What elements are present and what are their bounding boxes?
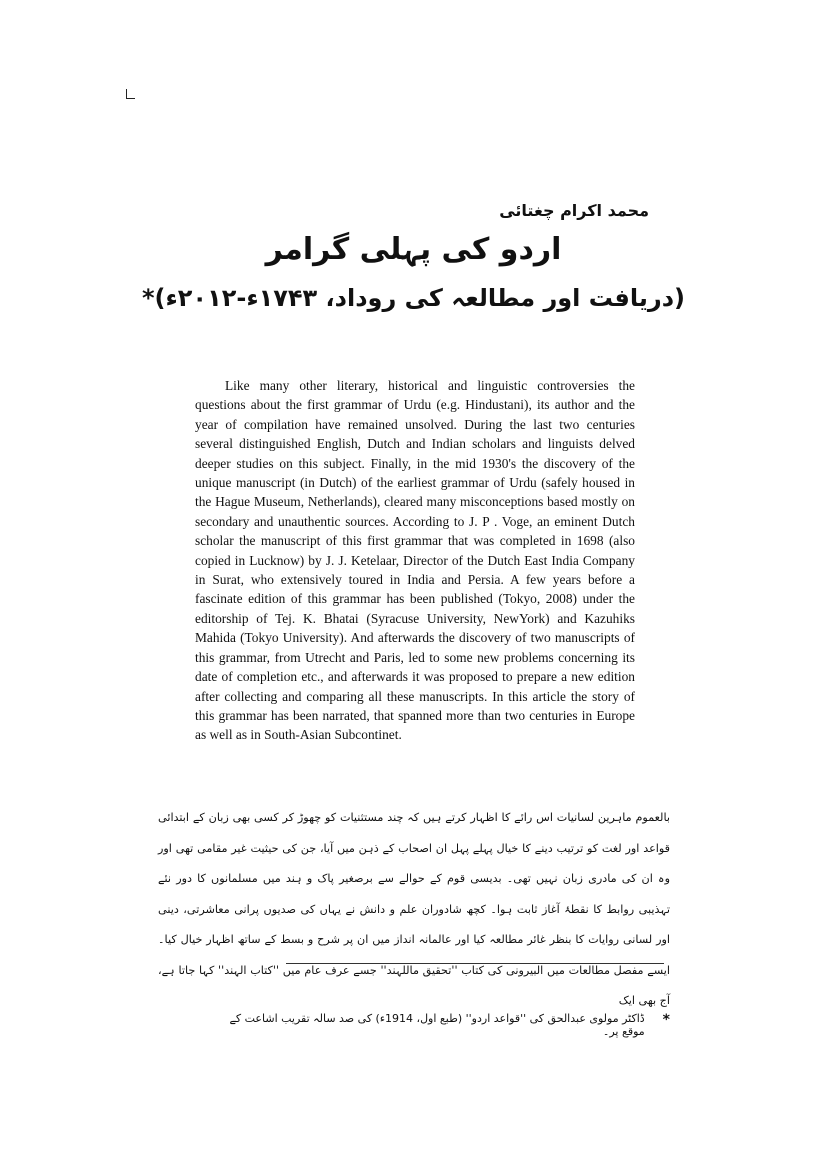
crop-mark <box>126 89 135 99</box>
english-abstract: Like many other literary, historical and linguistic controversies the questions about the first grammar of Urdu (e.g. Hindustani), its author and the year of compilation have remained unsolved. During the last two centuries several distinguished English, Dutch and Indian scholars and linguists delved deeper studies on this subject. Finally, in the mid 1930's the discovery of the unique manuscript (in Dutch) of the earliest grammar of Urdu (safely housed in the Hague Museum, Netherlands), cleared many misconceptions based mostly on secondary and unauthentic sources. According to J. P . Voge, an eminent Dutch scholar the manuscript of this first grammar that was completed in 1698 (also copied in Lucknow) by J. J. Ketelaar, Director of the Dutch East India Company in Surat, who extensively toured in India and Persia. A few years before a fascinate edition of this grammar has been published (Tokyo, 2008) under the editorship of Tej. K. Bhatai (Syracuse University, NewYork) and Kazuhiks Mahida (Tokyo University). And afterwards the discovery of two manuscripts of this grammar, from Utrecht and Paris, led to some new problems concerning its date of completion etc., and afterwards it was proposed to prepare a new edition after collecting and comparing all these manuscripts. In this article the story of this grammar has been narrated, that spanned more than two centuries in Europe as well as in South-Asian Subcontinet. <box>195 378 635 743</box>
footnote-divider <box>286 963 664 964</box>
article-title: اردو کی پہلی گرامر <box>265 232 562 267</box>
footnote-marker: * <box>662 1012 670 1028</box>
footnote <box>220 1012 670 1038</box>
urdu-body-paragraph: بالعموم ماہرین لسانیات اس رائے کا اظہار کرتے ہیں کہ چند مستثنیات کو چھوڑ کر کسی بھی زبان کے ابتدائی قواعد اور لغت کو ترتیب دینے کا خیال پہلے پہل ان اصحاب کے ذہن میں آیا، جن کی حیثیت غیر مقامی تھی اور وہ ان کی مادری زبان نہیں تھی۔ بدیسی قوم کے حوالے سے برصغیر پاک و ہند میں مسلمانوں کا دور نئے تہذیبی روابط کا نقطۂ آغاز ثابت ہوا۔ کچھ شادوران علم و دانش نے یہاں کی صدیوں پرانی معاشرتی، دینی اور لسانی روایات کا بنظر غائر مطالعہ کیا اور عالمانہ انداز میں ان پر شرح و بسط کے ساتھ اظہار خیال کیا۔ ایسے مفصل مطالعات میں البیرونی کی کتاب ''تحقیق ماللہند'' جسے عرف عام میں ''کتاب الہند'' کہا جاتا ہے، آج بھی ایک <box>158 811 670 1007</box>
footnote-text: ڈاکٹر مولوی عبدالحق کی ''قواعد اردو'' (طبع اول، 1914ء) کی صد سالہ تقریب اشاعت کے موقع پر۔ <box>229 1012 645 1038</box>
article-subtitle: (دریافت اور مطالعہ کی روداد، ۱۷۴۳ء-۲۰۱۲ء)* <box>141 284 686 312</box>
author-name: محمد اکرام چغتائی <box>499 201 649 220</box>
